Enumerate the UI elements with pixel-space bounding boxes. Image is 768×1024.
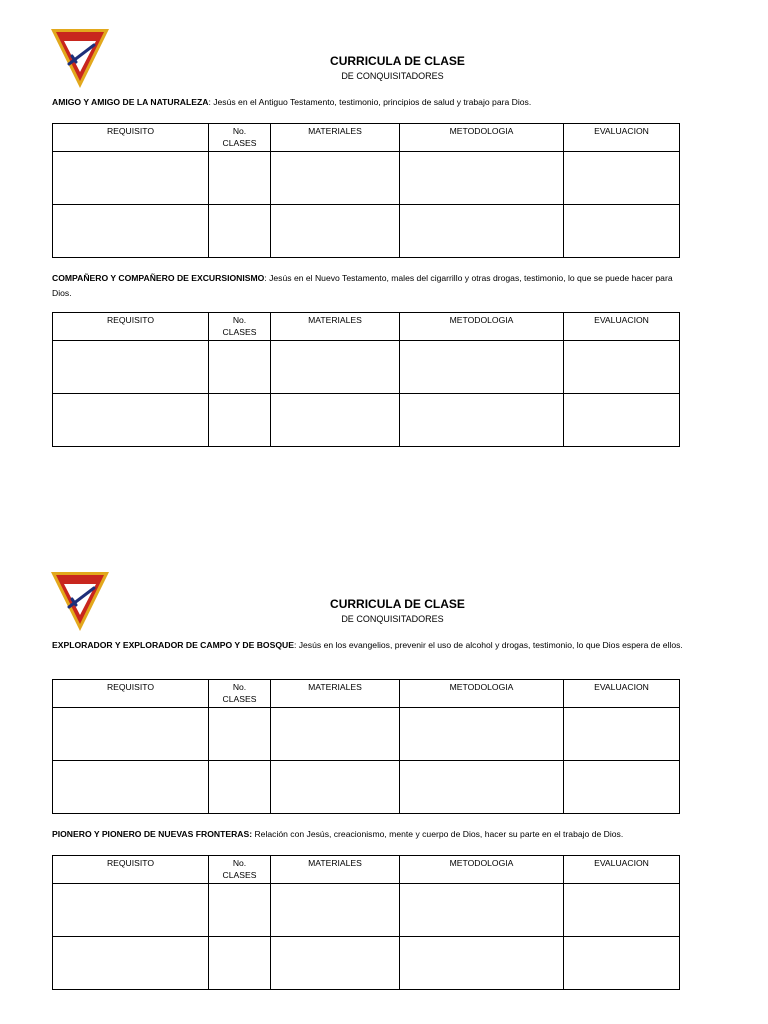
- class-sep: :: [264, 273, 270, 283]
- table-cell[interactable]: [53, 708, 209, 761]
- table-header-row: [53, 680, 680, 708]
- col-no-label: No.: [232, 682, 247, 692]
- class-description: [52, 638, 692, 653]
- table-header-row: [53, 856, 680, 884]
- col-metodologia: METODOLOGIA: [400, 124, 564, 152]
- col-no-clases: [209, 856, 271, 884]
- table-row: [53, 761, 680, 814]
- table-cell[interactable]: [564, 708, 680, 761]
- table-row: [53, 937, 680, 990]
- col-no-label: No.: [232, 858, 247, 868]
- table-cell[interactable]: [209, 884, 271, 937]
- class-text: Jesús en los evangelios, prevenir el uso de alcohol y drogas, testimonio, lo que Dios espera de ellos.: [298, 640, 683, 650]
- table-cell[interactable]: [209, 761, 271, 814]
- col-requisito: REQUISITO: [53, 313, 209, 341]
- table-cell[interactable]: [209, 708, 271, 761]
- doc-title: CURRICULA DE CLASE: [330, 54, 465, 68]
- table-cell[interactable]: [271, 761, 400, 814]
- col-evaluacion: EVALUACION: [564, 124, 680, 152]
- class-name: EXPLORADOR Y EXPLORADOR DE CAMPO Y DE BOSQUE: [52, 640, 294, 650]
- class-name: PIONERO Y PIONERO DE NUEVAS FRONTERAS:: [52, 829, 253, 839]
- class-text: Jesús en el Nuevo Testamento, males del cigarrillo y otras drogas, testimonio, lo que se puede hacer para Dios.: [52, 273, 673, 298]
- col-clases-label: CLASES: [222, 694, 257, 704]
- table-cell[interactable]: [400, 761, 564, 814]
- table-cell[interactable]: [271, 708, 400, 761]
- col-evaluacion: EVALUACION: [564, 313, 680, 341]
- table-row: [53, 708, 680, 761]
- col-requisito: REQUISITO: [53, 856, 209, 884]
- doc-subtitle: DE CONQUISITADORES: [341, 71, 444, 81]
- col-materiales: MATERIALES: [271, 680, 400, 708]
- table-cell[interactable]: [564, 761, 680, 814]
- table-cell[interactable]: [53, 761, 209, 814]
- table-cell[interactable]: [53, 937, 209, 990]
- class-name: COMPAÑERO Y COMPAÑERO DE EXCURSIONISMO: [52, 273, 265, 283]
- curricula-table: [52, 679, 680, 814]
- col-clases-label: CLASES: [222, 327, 257, 337]
- table-cell[interactable]: [400, 884, 564, 937]
- col-clases-label: CLASES: [222, 870, 257, 880]
- table-row: [53, 884, 680, 937]
- col-metodologia: METODOLOGIA: [400, 856, 564, 884]
- doc-title: CURRICULA DE CLASE: [330, 597, 465, 611]
- doc-subtitle: DE CONQUISITADORES: [341, 614, 444, 624]
- col-materiales: MATERIALES: [271, 313, 400, 341]
- col-metodologia: METODOLOGIA: [400, 313, 564, 341]
- table-cell[interactable]: [53, 884, 209, 937]
- col-materiales: MATERIALES: [271, 124, 400, 152]
- table-cell[interactable]: [564, 884, 680, 937]
- col-no-clases: [209, 680, 271, 708]
- class-text: Jesús en el Antiguo Testamento, testimonio, principios de salud y trabajo para Dios.: [213, 97, 532, 107]
- col-no-label: No.: [232, 315, 247, 325]
- curricula-table: [52, 855, 680, 990]
- col-clases-label: CLASES: [222, 138, 257, 148]
- table-cell[interactable]: [400, 708, 564, 761]
- col-no-label: No.: [232, 126, 247, 136]
- class-sep: :: [208, 97, 214, 107]
- table-cell[interactable]: [271, 937, 400, 990]
- col-requisito: REQUISITO: [53, 124, 209, 152]
- table-cell[interactable]: [209, 937, 271, 990]
- col-metodologia: METODOLOGIA: [400, 680, 564, 708]
- class-description: [52, 827, 712, 842]
- col-requisito: REQUISITO: [53, 680, 209, 708]
- class-sep: :: [293, 640, 299, 650]
- table-cell[interactable]: [564, 937, 680, 990]
- class-text: Relación con Jesús, creacionismo, mente y cuerpo de Dios, hacer su parte en el trabajo de Dios.: [254, 829, 624, 839]
- col-evaluacion: EVALUACION: [564, 680, 680, 708]
- table-cell[interactable]: [271, 884, 400, 937]
- table-cell[interactable]: [400, 937, 564, 990]
- col-materiales: MATERIALES: [271, 856, 400, 884]
- col-evaluacion: EVALUACION: [564, 856, 680, 884]
- class-name: AMIGO Y AMIGO DE LA NATURALEZA: [52, 97, 209, 107]
